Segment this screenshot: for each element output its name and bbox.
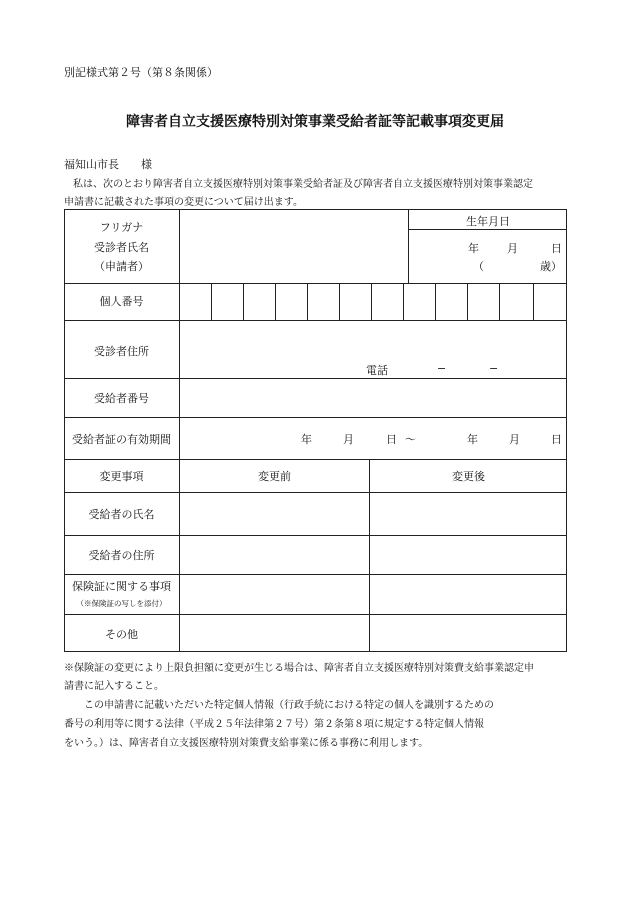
form-table — [64, 209, 567, 652]
valid-from-day-unit: 日 — [386, 433, 397, 446]
note-line-4: 番号の利用等に関する法律（平成２５年法律第２７号）第２条第８項に規定する特定個人情報 — [64, 719, 484, 730]
insurance-label: 保険証に関する事項 — [72, 580, 171, 593]
after-change-header: 変更後 — [452, 470, 485, 483]
intro-line-2: 申請書に記載された事項の変更について届け出ます。 — [64, 197, 303, 208]
patient-name-label: 受診者氏名 — [94, 241, 149, 254]
furigana-label: フリガナ — [99, 221, 144, 234]
addressee: 福知山市長 様 — [64, 158, 152, 171]
insurance-before-field[interactable] — [180, 575, 369, 614]
age-open-paren: （ — [473, 260, 484, 273]
recipient-name-after-field[interactable] — [370, 493, 567, 535]
recipient-number-field[interactable] — [180, 379, 567, 417]
before-change-header: 変更前 — [258, 470, 291, 483]
insurance-after-field[interactable] — [370, 575, 567, 614]
furigana-field[interactable] — [180, 209, 408, 229]
intro-line-1: 私は、次のとおり障害者自立支援医療特別対策事業受給者証及び障害者自立支援医療特別対策事業認定 — [73, 179, 533, 190]
valid-to-year-unit: 年 — [467, 433, 478, 446]
other-label: その他 — [105, 628, 138, 641]
birthdate-label: 生年月日 — [466, 215, 510, 228]
recipient-number-label: 受給者番号 — [94, 392, 149, 405]
recipient-address-after-field[interactable] — [370, 536, 567, 574]
other-before-field[interactable] — [180, 615, 369, 652]
note-line-1: ※保険証の変更により上限負担額に変更が生じる場合は、障害者自立支援医療特別対策費支給事業認定申 — [64, 663, 534, 674]
age-unit: 歳） — [540, 260, 562, 273]
period-tilde: 〜 — [405, 433, 416, 446]
change-item-header: 変更事項 — [99, 470, 144, 483]
personal-number-label: 個人番号 — [99, 295, 144, 308]
phone-dash-2: − — [489, 362, 499, 375]
valid-to-month-unit: 月 — [509, 433, 520, 446]
applicant-label: （申請者） — [94, 260, 149, 273]
personal-number-boxes[interactable] — [180, 284, 567, 320]
birth-month-unit: 月 — [507, 242, 518, 255]
note-line-5: をいう。）は、障害者自立支援医療特別対策費支給事業に係る事務に利用します。 — [64, 738, 429, 749]
validity-period-label: 受給者証の有効期間 — [72, 433, 171, 446]
recipient-name-label: 受給者の氏名 — [88, 508, 155, 521]
note-line-3: この申請書に記載いただいた特定個人情報（行政手続における特定の個人を識別するための — [84, 700, 494, 711]
patient-name-field[interactable] — [180, 230, 408, 283]
recipient-address-label: 受給者の住所 — [88, 549, 155, 562]
phone-label: 電話 — [366, 364, 388, 377]
phone-dash-1: − — [437, 362, 447, 375]
patient-address-label: 受診者住所 — [94, 345, 149, 358]
recipient-name-before-field[interactable] — [180, 493, 369, 535]
valid-from-month-unit: 月 — [343, 433, 354, 446]
birth-day-unit: 日 — [551, 242, 562, 255]
recipient-address-before-field[interactable] — [180, 536, 369, 574]
valid-from-year-unit: 年 — [301, 433, 312, 446]
insurance-note: （※保険証の写しを添付） — [76, 599, 167, 608]
document-title: 障害者自立支援医療特別対策事業受給者証等記載事項変更届 — [126, 114, 504, 130]
other-after-field[interactable] — [370, 615, 567, 652]
form-reference: 別記様式第２号（第８条関係） — [64, 66, 218, 79]
valid-to-day-unit: 日 — [551, 433, 562, 446]
note-line-2: 請書に記入すること。 — [64, 681, 164, 692]
birth-year-unit: 年 — [468, 242, 479, 255]
patient-address-field[interactable] — [180, 321, 567, 359]
